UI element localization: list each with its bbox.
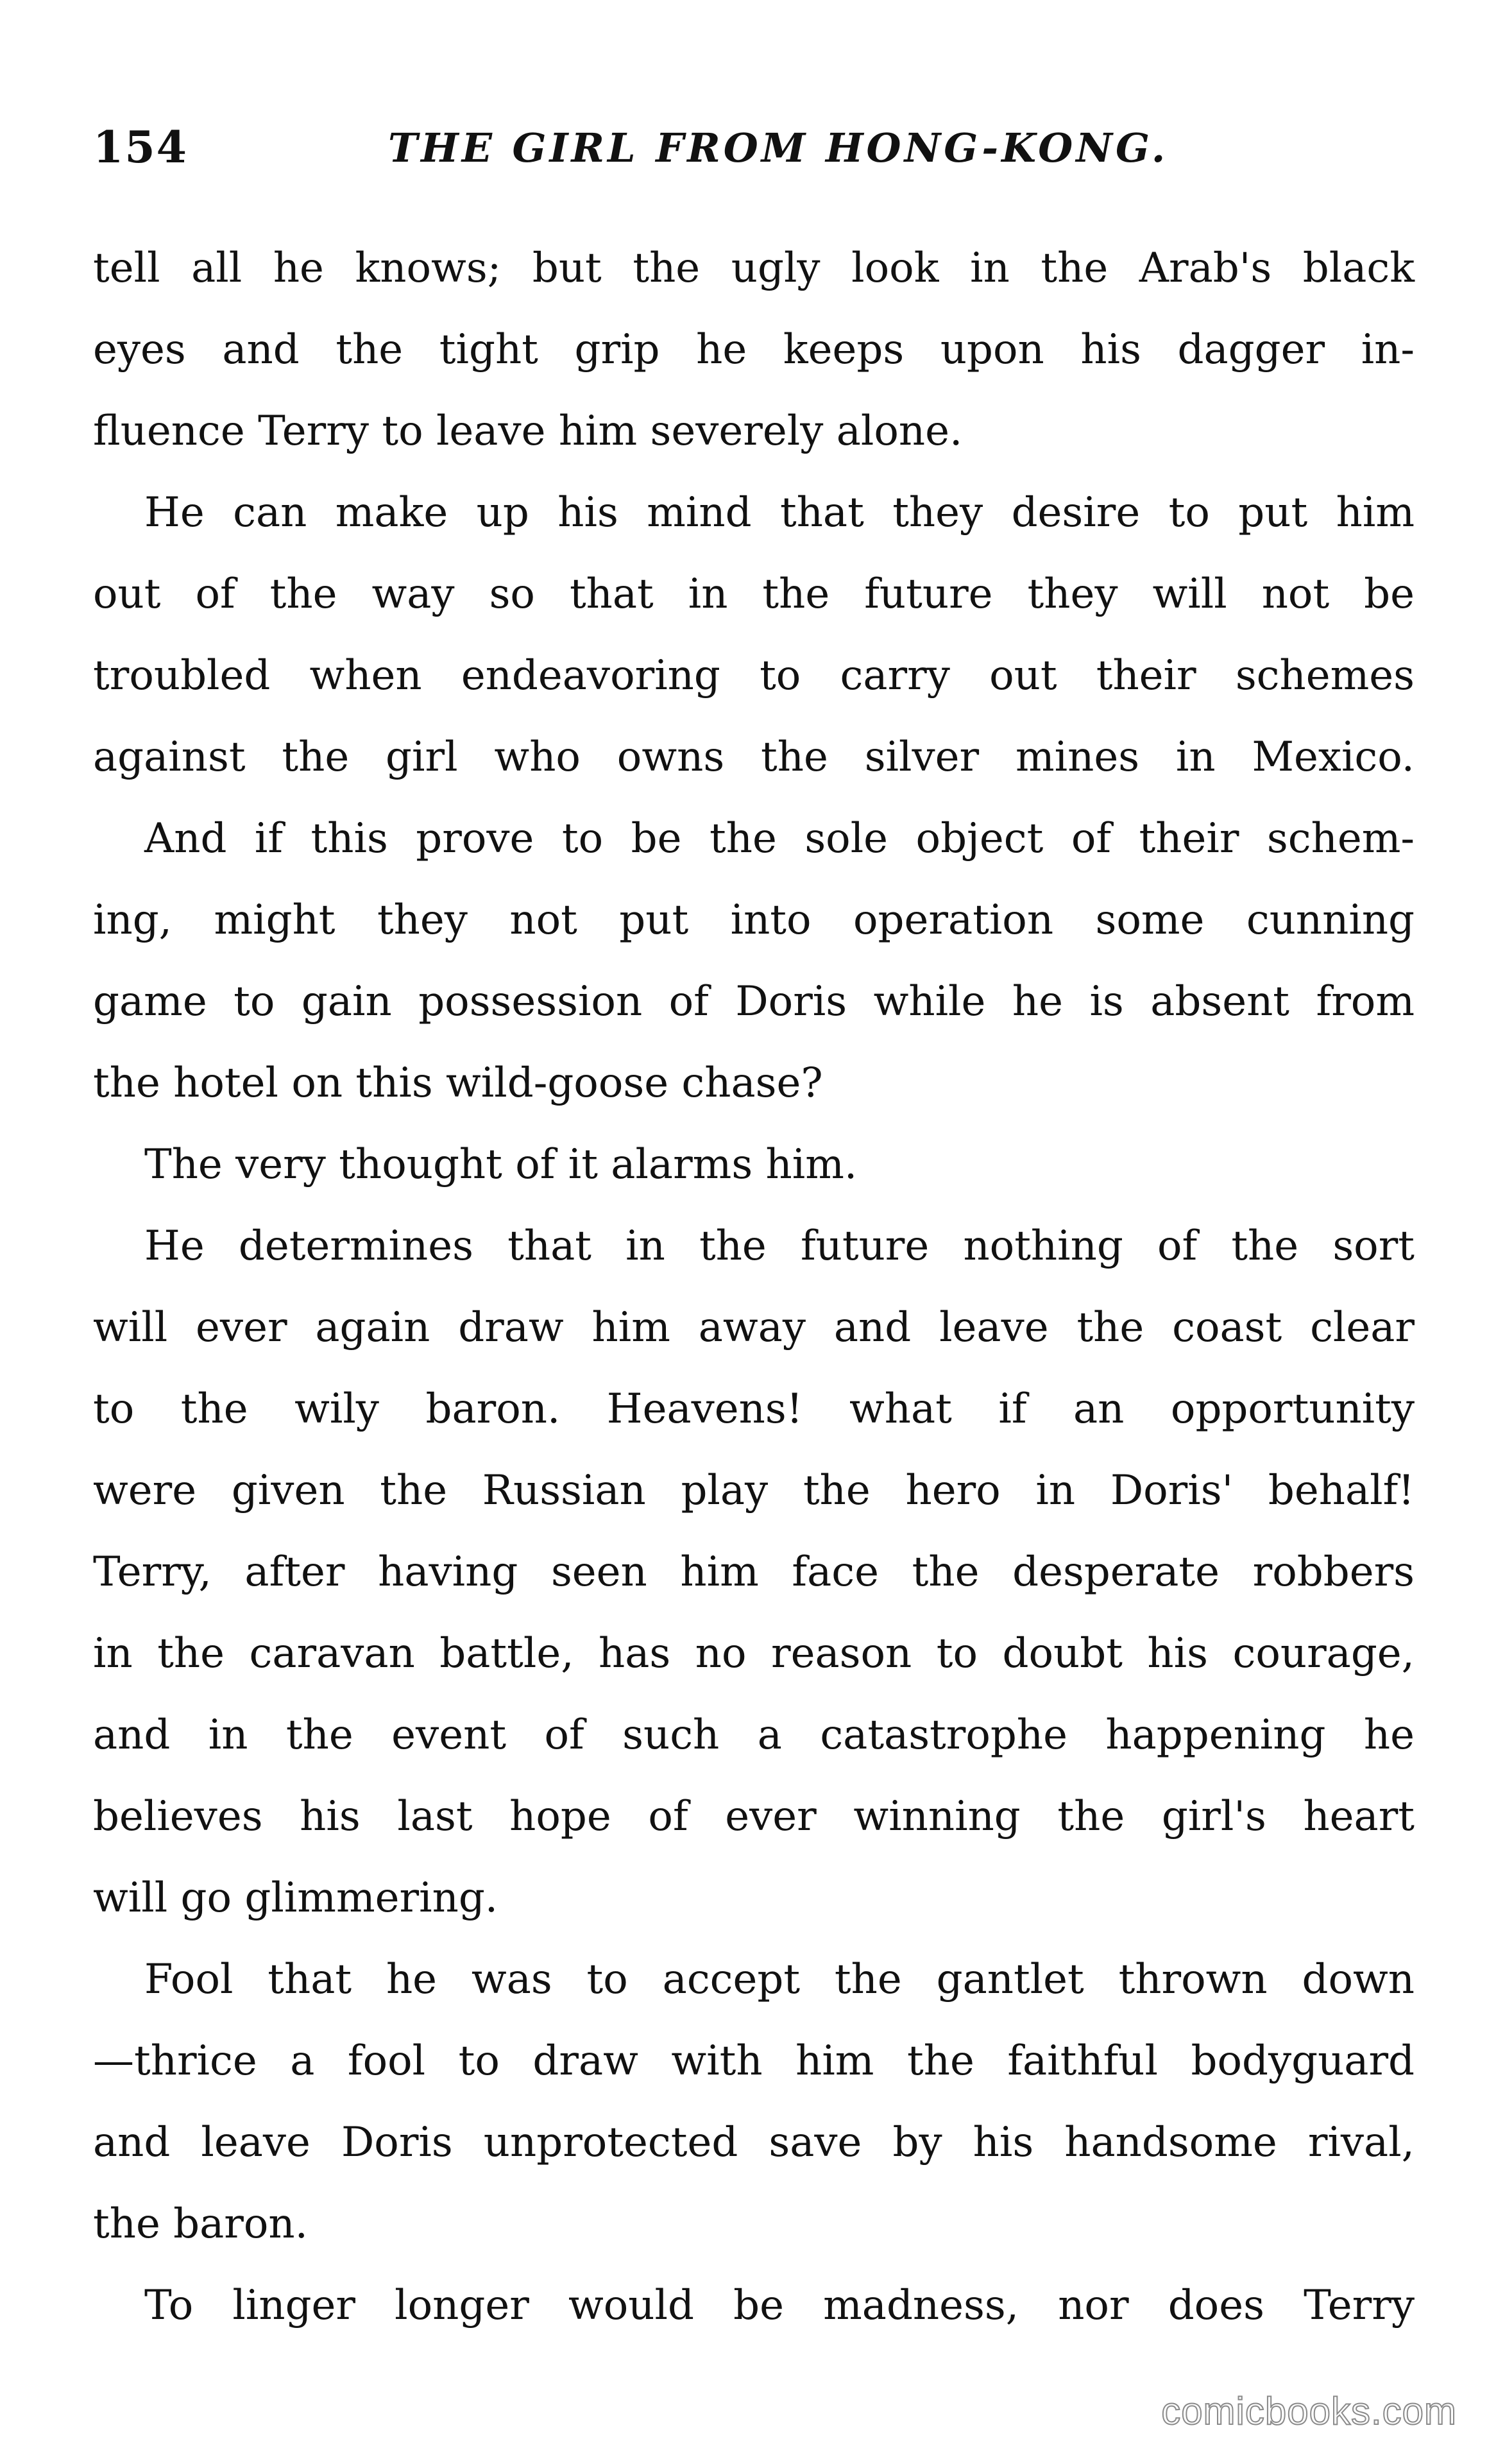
text-line: and in the event of such a catastrophe happening he xyxy=(93,1711,1415,1759)
text-line: in the caravan battle, has no reason to doubt his courage, xyxy=(93,1630,1415,1677)
text-line: game to gain possession of Doris while he is absent from xyxy=(93,978,1415,1025)
text-line: to the wily baron. Heavens! what if an opportunity xyxy=(93,1385,1415,1433)
text-line: were given the Russian play the hero in Doris' behalf! xyxy=(93,1467,1415,1514)
text-line: troubled when endeavoring to carry out their schemes xyxy=(93,652,1415,699)
body-text xyxy=(93,228,1415,2347)
text-line: And if this prove to be the sole object of their schem- xyxy=(144,815,1415,862)
page-number: 154 xyxy=(93,122,188,173)
text-line: will go glimmering. xyxy=(93,1874,498,1922)
text-line: Terry, after having seen him face the desperate robbers xyxy=(93,1548,1415,1596)
text-line: The very thought of it alarms him. xyxy=(144,1141,858,1188)
watermark: comicbooks.com xyxy=(1161,2390,1457,2433)
text-line: Fool that he was to accept the gantlet thrown down xyxy=(144,1956,1415,2003)
text-line: the hotel on this wild-goose chase? xyxy=(93,1059,823,1107)
text-line: tell all he knows; but the ugly look in the Arab's black xyxy=(93,244,1415,292)
text-line: and leave Doris unprotected save by his handsome rival, xyxy=(93,2119,1415,2166)
text-line: —thrice a fool to draw with him the faithful bodyguard xyxy=(93,2037,1415,2085)
text-line: will ever again draw him away and leave the coast clear xyxy=(93,1304,1415,1351)
text-line: against the girl who owns the silver mines in Mexico. xyxy=(93,733,1415,781)
text-line: fluence Terry to leave him severely alone. xyxy=(93,407,963,455)
text-line: the baron. xyxy=(93,2200,308,2248)
text-line: He can make up his mind that they desire to put him xyxy=(144,489,1415,536)
text-line: out of the way so that in the future they will not be xyxy=(93,570,1415,618)
text-line: To linger longer would be madness, nor does Terry xyxy=(144,2282,1415,2329)
running-head: THE GIRL FROM HONG-KONG. xyxy=(388,124,1169,171)
text-line: believes his last hope of ever winning the girl's heart xyxy=(93,1793,1415,1840)
text-line: He determines that in the future nothing of the sort xyxy=(144,1222,1415,1270)
page-header xyxy=(93,122,1415,180)
text-line: ing, might they not put into operation some cunning xyxy=(93,896,1415,944)
text-line: eyes and the tight grip he keeps upon his dagger in- xyxy=(93,326,1415,373)
